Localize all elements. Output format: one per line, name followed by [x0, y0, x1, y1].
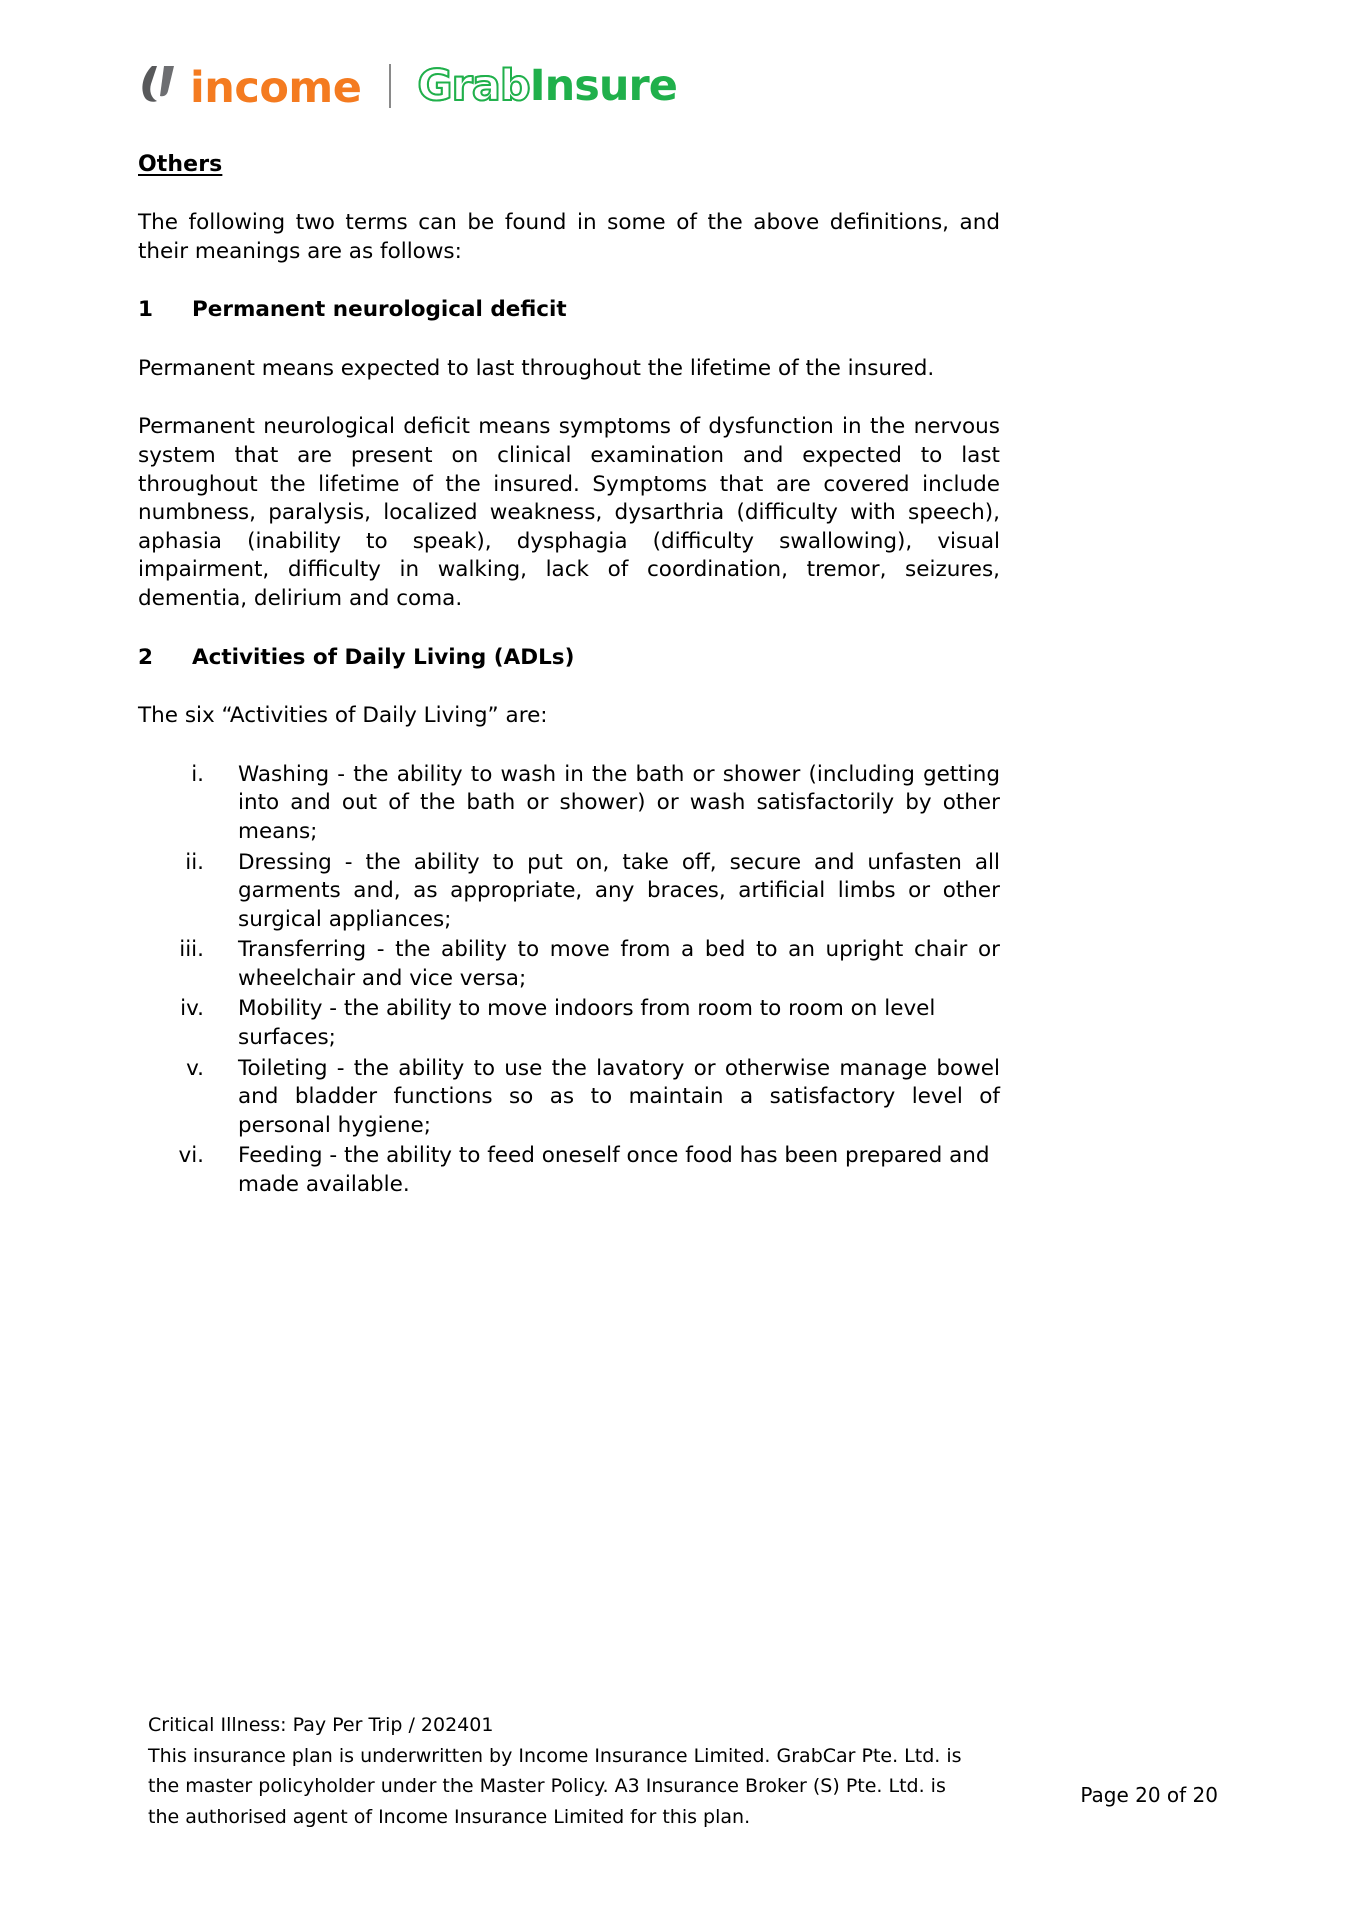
term-2-number: 2 [138, 644, 153, 670]
term-1-heading [138, 296, 1000, 325]
list-item-text: Washing - the ability to wash in the bath or shower (including getting into and out of the bath or shower) or wash satisfactorily by other means; [238, 761, 1000, 844]
list-item-text: Toileting - the ability to use the lavatory or otherwise manage bowel and bladder functions so as to maintain a satisfactory level of personal hygiene; [238, 1055, 1000, 1138]
term-2-lead-in: The six “Activities of Daily Living” are: [138, 703, 548, 729]
footer-line-1: Critical Illness: Pay Per Trip / 202401 [148, 1713, 494, 1736]
list-marker: v. [186, 1055, 204, 1081]
term-1-title: Permanent neurological deficit [192, 297, 567, 323]
footer-disclaimer [148, 1710, 962, 1833]
term-1-paragraph-2: Permanent neurological deficit means symptoms of dysfunction in the nervous system that are present on clinical examination and expected to last throughout the lifetime of the insured. Symptoms that are covered include numbness, paralysis, localized weakness, dysarthria (difficulty with speech), aphasia (inability to speak), dysphagia (difficulty swallowing), visual impairment, difficulty in walking, lack of coordination, tremor, seizures, dementia, delirium and coma. [138, 414, 1000, 611]
term-2-heading [138, 644, 1000, 673]
list-marker: i. [191, 761, 204, 787]
grabinsure-logo [417, 60, 677, 111]
income-logo [138, 62, 362, 113]
logo-divider [389, 64, 391, 108]
list-marker: iii. [179, 937, 204, 963]
income-wordmark: income [190, 63, 362, 113]
page-content [138, 152, 1000, 1202]
income-double-slash-mark-icon [138, 62, 184, 102]
section-heading-others: Others [138, 152, 223, 177]
list-item-text: Transferring - the ability to move from a bed to an upright chair or wheelchair and vice versa; [238, 937, 1000, 991]
list-item [138, 995, 1000, 1052]
footer-line-2: This insurance plan is underwritten by Income Insurance Limited. GrabCar Pte. Ltd. is [148, 1744, 962, 1767]
list-marker: iv. [180, 996, 204, 1022]
list-marker: vi. [178, 1143, 204, 1169]
list-item [138, 1055, 1000, 1141]
adl-list [138, 761, 1000, 1200]
grab-wordmark: Grab [417, 60, 530, 111]
insure-wordmark: Insure [529, 60, 677, 111]
list-item [138, 936, 1000, 993]
footer-line-3: the master policyholder under the Master Policy. A3 Insurance Broker (S) Pte. Ltd. is [148, 1775, 946, 1798]
term-2-title: Activities of Daily Living (ADLs) [192, 644, 575, 670]
term-1-paragraph-1: Permanent means expected to last throughout the lifetime of the insured. [138, 355, 935, 381]
list-item [138, 849, 1000, 935]
page-header [138, 58, 677, 114]
page-footer [148, 1710, 1228, 1833]
footer-line-4: the authorised agent of Income Insurance Limited for this plan. [148, 1806, 751, 1829]
page-number: Page 20 of 20 [1080, 1783, 1218, 1807]
list-item [138, 761, 1000, 847]
list-item-text: Dressing - the ability to put on, take off, secure and unfasten all garments and, as appropriate, any braces, artificial limbs or other surgical appliances; [238, 849, 1000, 932]
list-item-text: Mobility - the ability to move indoors from room to room on level surfaces; [238, 996, 936, 1051]
list-item [138, 1142, 1000, 1199]
term-1-number: 1 [138, 297, 153, 323]
list-marker: ii. [185, 849, 204, 875]
intro-paragraph: The following two terms can be found in some of the above definitions, and their meanings are as follows: [138, 210, 1000, 264]
list-item-text: Feeding - the ability to feed oneself once food has been prepared and made available. [238, 1143, 990, 1198]
